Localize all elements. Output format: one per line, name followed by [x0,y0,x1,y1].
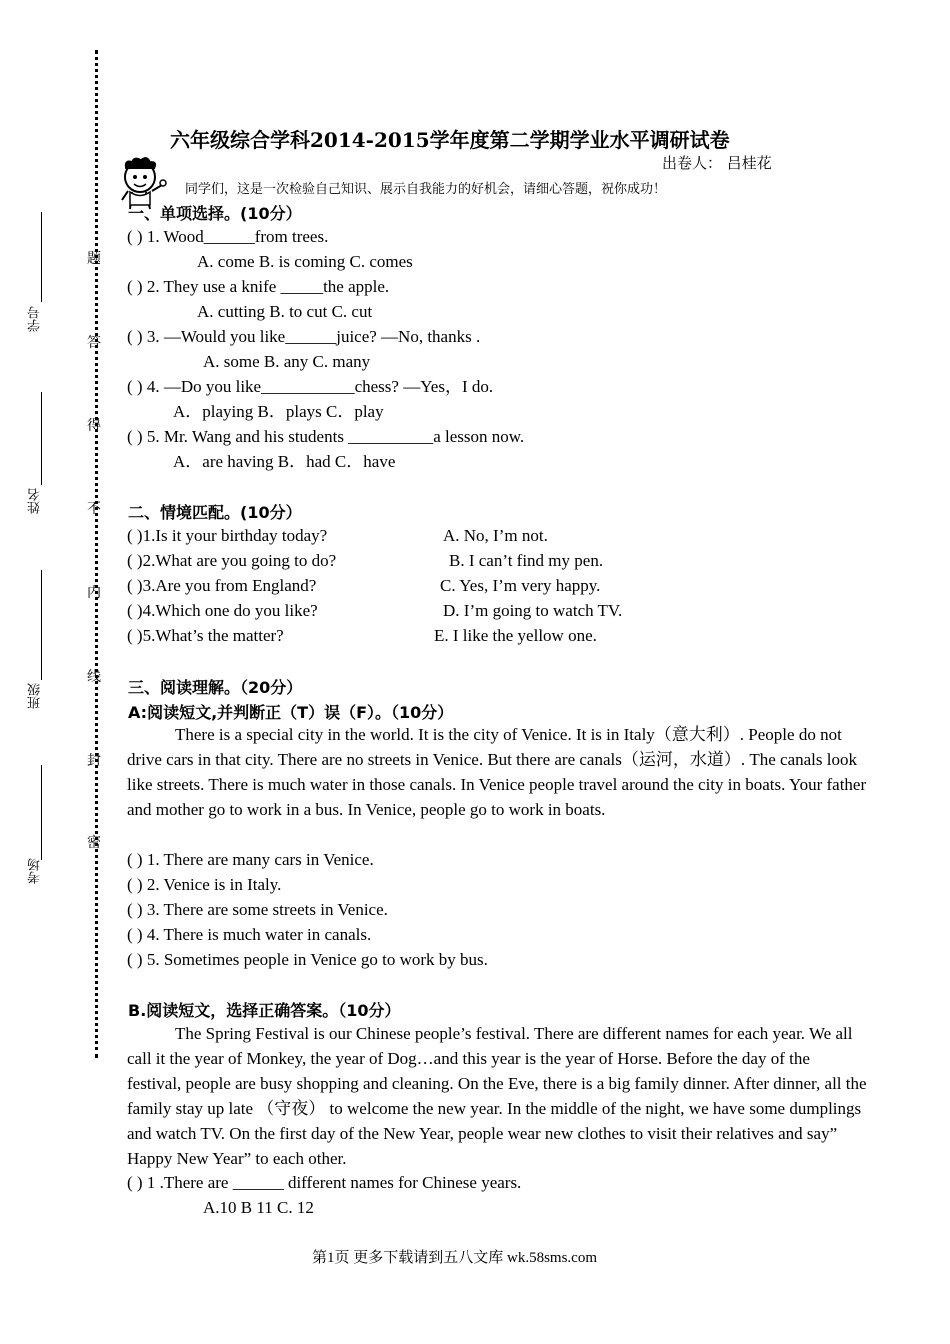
page-title: 六年级综合学科2014-2015学年度第二学期学业水平调研试卷 [170,128,730,152]
seal-char: 线 [87,669,101,685]
match-answer: E. I like the yellow one. [434,626,597,645]
match-answer: C. Yes, I’m very happy. [440,576,601,595]
greeting-text: 同学们，这是一次检验自己知识、展示自我能力的好机会，请细心答题，祝你成功！ [185,182,667,197]
seal-char: 答 [87,335,101,351]
partA-heading: A:阅读短文,并判断正（T）误（F）。（10分） [128,703,454,722]
partB-heading: B.阅读短文，选择正确答案。（10分） [128,1001,401,1020]
author-line: 出卷人： 吕桂花 [662,154,772,172]
partB-question: ( ) 1 .There are ______ different names for Chinese years. [127,1173,522,1192]
section3-heading: 三、阅读理解。（20分） [128,678,303,697]
seal-char: 封 [87,753,101,769]
match-answer: D. I’m going to watch TV. [443,601,623,620]
question-stem: ( ) 5. Mr. Wang and his students __________a lesson now. [127,427,525,446]
seal-char: 不 [87,501,101,517]
page-footer: 第1页 更多下载请到五八文库 wk.58sms.com [312,1250,598,1266]
seal-char: 题 [87,251,101,267]
seal-char: 密 [87,835,101,851]
question-stem: ( ) 2. They use a knife _____the apple. [127,277,390,296]
match-answer: A. No, I’m not. [443,526,548,545]
name-blank [41,392,42,485]
question-options: A. some B. any C. many [203,352,371,371]
name-label: 姓名 [28,488,43,514]
seal-char: 得 [87,418,101,434]
tf-item: ( ) 2. Venice is in Italy. [127,875,282,894]
section1-heading: 一、单项选择。(10分） [128,204,302,223]
match-question: ( )3.Are you from England? [127,576,317,595]
seal-char: 内 [87,585,101,601]
partA-passage: There is a special city in the world. It is the city of Venice. It is in Italy（意大利）. People do not drive cars in that city. There are no streets in Venice. But there are canals（运河，水道）. The canals look like streets. There is much water in those canals. In Venice people travel around the city in boats. Your father and mother go to work in a bus. In Venice, people go to work in boats. [127,725,867,819]
match-answer: B. I can’t find my pen. [449,551,604,570]
partB-passage: The Spring Festival is our Chinese people’s festival. There are different names for each year. We all call it the year of Monkey, the year of Dog…and this year is the year of Horse. Before the day of the festival, people are busy shopping and cleaning. On the Eve, there is a big family dinner. After dinner, all the family stay up late （守夜） to welcome the new year. In the middle of the night, we have some dumplings and watch TV. On the first day of the New Year, people wear new clothes to visit their relatives and say” Happy New Year” to each other. [127,1024,867,1168]
student-no-label: 学号 [28,306,43,332]
class-label: 班级 [28,683,43,709]
tf-item: ( ) 4. There is much water in canals. [127,925,372,944]
tf-item: ( ) 3. There are some streets in Venice. [127,900,388,919]
partB-options: A.10 B 11 C. 12 [203,1198,314,1217]
student-no-blank [41,212,42,302]
class-blank [41,570,42,680]
exam-room-label: 考场 [28,858,43,884]
binding-dotted-line [95,50,98,1058]
exam-room-blank [41,765,42,860]
tf-item: ( ) 5. Sometimes people in Venice go to work by bus. [127,950,488,969]
tf-item: ( ) 1. There are many cars in Venice. [127,850,374,869]
question-stem: ( ) 1. Wood______from trees. [127,227,329,246]
question-options: A. cutting B. to cut C. cut [197,302,373,321]
match-question: ( )5.What’s the matter? [127,626,284,645]
question-options: A．are having B．had C．have [173,452,396,471]
match-question: ( )1.Is it your birthday today? [127,526,328,545]
question-stem: ( ) 3. —Would you like______juice? —No, thanks . [127,327,481,346]
question-options: A．playing B．plays C．play [173,402,384,421]
question-stem: ( ) 4. —Do you like___________chess? —Yes，I do. [127,377,494,396]
match-question: ( )4.Which one do you like? [127,601,318,620]
section2-heading: 二、情境匹配。(10分） [128,503,302,522]
match-question: ( )2.What are you going to do? [127,551,337,570]
question-options: A. come B. is coming C. comes [197,252,413,271]
